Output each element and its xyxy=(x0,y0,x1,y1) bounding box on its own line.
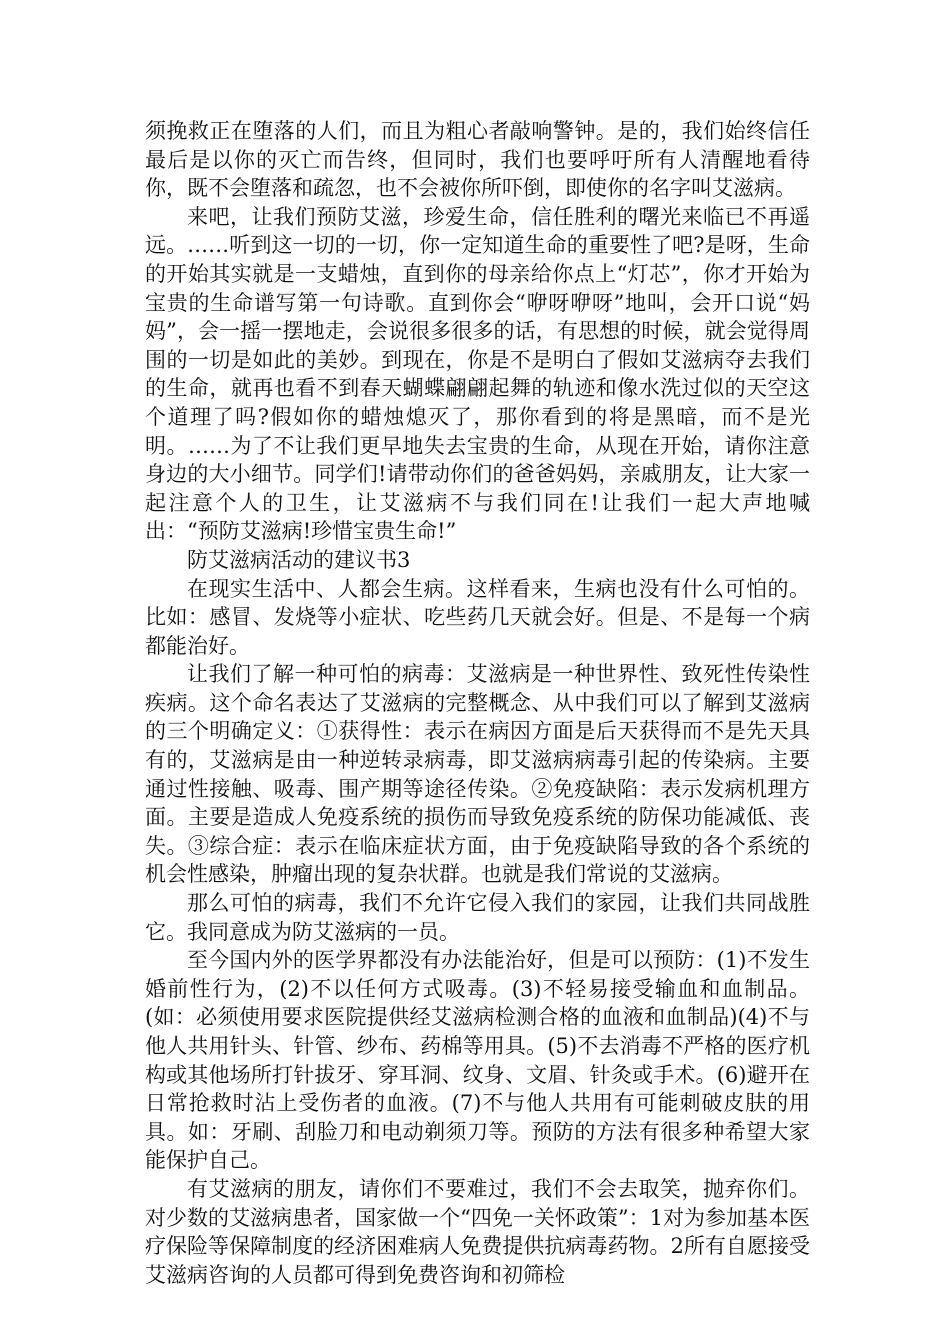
paragraph-continuation: 须挽救正在堕落的人们，而且为粗心者敲响警钟。是的，我们始终信任最后是以你的灭亡而告终，但同时，我们也要呼吁所有人清醒地看待你，既不会堕落和疏忽，也不会被你所吓倒，即使你的名字叫艾滋病。 xyxy=(145,119,810,201)
paragraph-prevent-aids-call: 来吧，让我们预防艾滋，珍爱生命，信任胜利的曙光来临已不再遥远。……听到这一切的一切，你一定知道生命的重要性了吧?是呀，生命的开始其实就是一支蜡烛，直到你的母亲给你点上“灯芯”，你才开始为宝贵的生命谱写第一句诗歌。直到你会“咿呀咿呀”地叫，会开口说“妈妈”，会一摇一摆地走，会说很多很多的话，有思想的时候，就会觉得周围的一切是如此的美妙。到现在，你是不是明白了假如艾滋病夺去我们的生命，就再也看不到春天蝴蝶翩翩起舞的轨迹和像水洗过似的天空这个道理了吗?假如你的蜡烛熄灭了，那你看到的将是黑暗，而不是光明。……为了不让我们更早地失去宝贵的生命，从现在开始，请你注意身边的大小细节。同学们!请带动你们的爸爸妈妈，亲戚朋友，让大家一起注意个人的卫生，让艾滋病不与我们同在!让我们一起大声地喊出：“预防艾滋病!珍惜宝贵生命!” xyxy=(145,204,810,544)
paragraph-care-policy: 有艾滋病的朋友，请你们不要难过，我们不会去取笑，抛弃你们。对少数的艾滋病患者，国家做一个“四免一关怀政策”：1对为参加基本医疗保险等保障制度的经济困难病人免费提供抗病毒药物。2所有自愿接受艾滋病咨询的人员都可得到免费咨询和初筛检 xyxy=(145,1176,810,1287)
section-heading: 防艾滋病活动的建议书3 xyxy=(187,547,411,572)
paragraph-aids-definition: 让我们了解一种可怕的病毒：艾滋病是一种世界性、致死性传染性疾病。这个命名表达了艾滋病的完整概念、从中我们可以了解到艾滋病的三个明确定义：①获得性：表示在病因方面是后天获得而不是先天具有的，艾滋病是由一种逆转录病毒，即艾滋病病毒引起的传染病。主要通过性接触、吸毒、围产期等途径传染。②免疫缺陷：表示发病机理方面。主要是造成人免疫系统的损伤而导致免疫系统的防保功能减低、丧失。③综合症：表示在临床症状方面，由于免疫缺陷导致的各个系统的机会性感染，肿瘤出现的复杂状群。也就是我们常说的艾滋病。 xyxy=(145,662,810,887)
document-body xyxy=(145,117,810,1289)
paragraph-defeat-virus: 那么可怕的病毒，我们不允许它侵入我们的家园，让我们共同战胜它。我同意成为防艾滋病的一员。 xyxy=(145,891,810,944)
paragraph-illness-intro: 在现实生活中、人都会生病。这样看来，生病也没有什么可怕的。比如：感冒、发烧等小症状、吃些药几天就会好。但是、不是每一个病都能治好。 xyxy=(145,576,810,658)
paragraph-prevention-methods: 至今国内外的医学界都没有办法能治好，但是可以预防：(1)不发生婚前性行为，(2)不以任何方式吸毒。(3)不轻易接受输血和血制品。(如：必须使用要求医院提供经艾滋病检测合格的血液和血制品)(4)不与他人共用针头、针管、纱布、药棉等用具。(5)不去消毒不严格的医疗机构或其他场所打针拔牙、穿耳洞、纹身、文眉、针灸或手术。(6)避开在日常抢救时沾上受伤者的血液。(7)不与他人共用有可能刺破皮肤的用具。如：牙刷、刮脸刀和电动剃须刀等。预防的方法有很多种希望大家能保护自己。 xyxy=(145,948,810,1173)
